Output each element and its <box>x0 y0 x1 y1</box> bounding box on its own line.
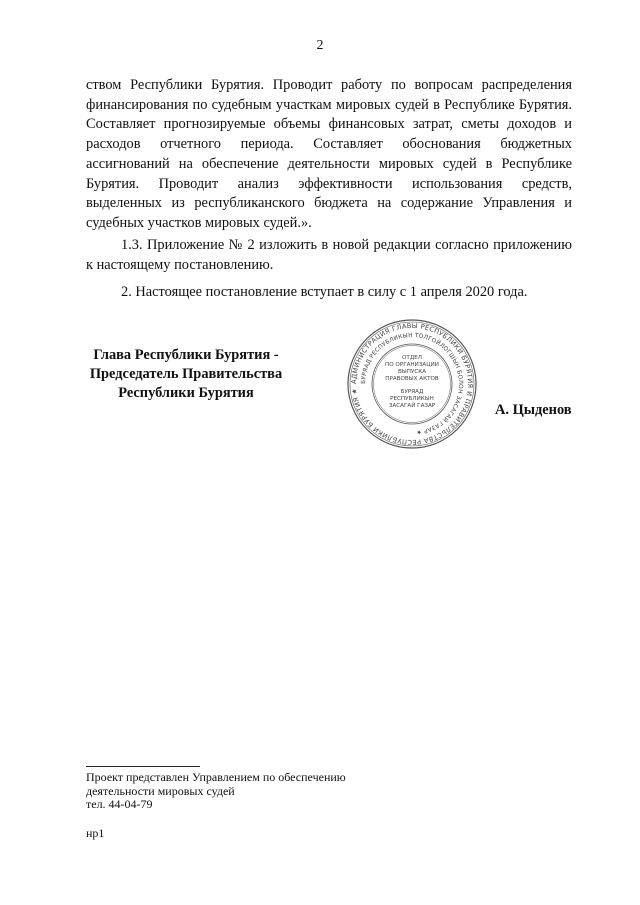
footnote-line: Проект представлен Управлением по обеспечению <box>86 770 346 784</box>
stamp-line: РЕСПУБЛИКЫН <box>390 396 434 402</box>
page-number: 2 <box>316 38 324 53</box>
footnote-divider <box>86 766 200 767</box>
paragraph-item-2: 2. Настоящее постановление вступает в силу с 1 апреля 2020 года. <box>121 284 528 300</box>
paragraph-continuation: ством Республики Бурятия. Проводит работу по вопросам распределения финансирования по судебным участкам мировых судей в Республике Бурятия. Составляет прогнозируемые объемы финансовых затрат, сметы доходов и расходов отчетного периода. Составляет обоснования бюджетных ассигнований на обеспечение деятельности мировых судей в Республике Бурятия. Проводит анализ эффективности использования средств, выделенных из республиканского бюджета на содержание Управления и судебных участков мировых судей.». <box>86 77 572 231</box>
stamp-line: ВЫПУСКА <box>397 369 427 375</box>
stamp-line: ОТДЕЛ <box>402 355 422 361</box>
signer-title-line: Республики Бурятия <box>118 385 254 401</box>
stamp-line: ПРАВОВЫХ АКТОВ <box>385 376 439 382</box>
signer-title-line: Глава Республики Бурятия - <box>93 347 279 363</box>
stamp-line: ПО ОРГАНИЗАЦИИ <box>385 362 439 368</box>
document-code: нр1 <box>86 826 105 840</box>
footnote-line: деятельности мировых судей <box>86 783 235 798</box>
paragraph-item-1-3: 1.3. Приложение № 2 изложить в новой редакции согласно приложению к настоящему постановлению. <box>86 237 572 273</box>
stamp-line: БУРЯАД <box>400 389 424 395</box>
signer-name: А. Цыденов <box>495 402 572 418</box>
official-stamp <box>346 318 478 450</box>
footnote-line: тел. 44-04-79 <box>86 797 153 811</box>
svg-text:БУРЯАД РЕСПУБЛИКЫН ТОЛГОЙЛОГШЫ: БУРЯАД РЕСПУБЛИКЫН ТОЛГОЙЛОГШЫН БОЛОН ЗАСАГАЙ ГАЗАР ★ <box>360 332 464 435</box>
stamp-line: ЗАСАГАЙ ГАЗАР <box>388 403 436 409</box>
footnote <box>86 771 346 812</box>
signer-title-line: Председатель Правительства <box>89 366 283 382</box>
signer-title <box>78 346 294 403</box>
svg-text:АДМИНИСТРАЦИЯ ГЛАВЫ РЕСПУБЛИКИ: АДМИНИСТРАЦИЯ ГЛАВЫ РЕСПУБЛИКИ БУРЯТИЯ И ПРАВИТЕЛЬСТВА РЕСПУБЛИКИ БУРЯТИЯ ★ <box>349 321 475 447</box>
